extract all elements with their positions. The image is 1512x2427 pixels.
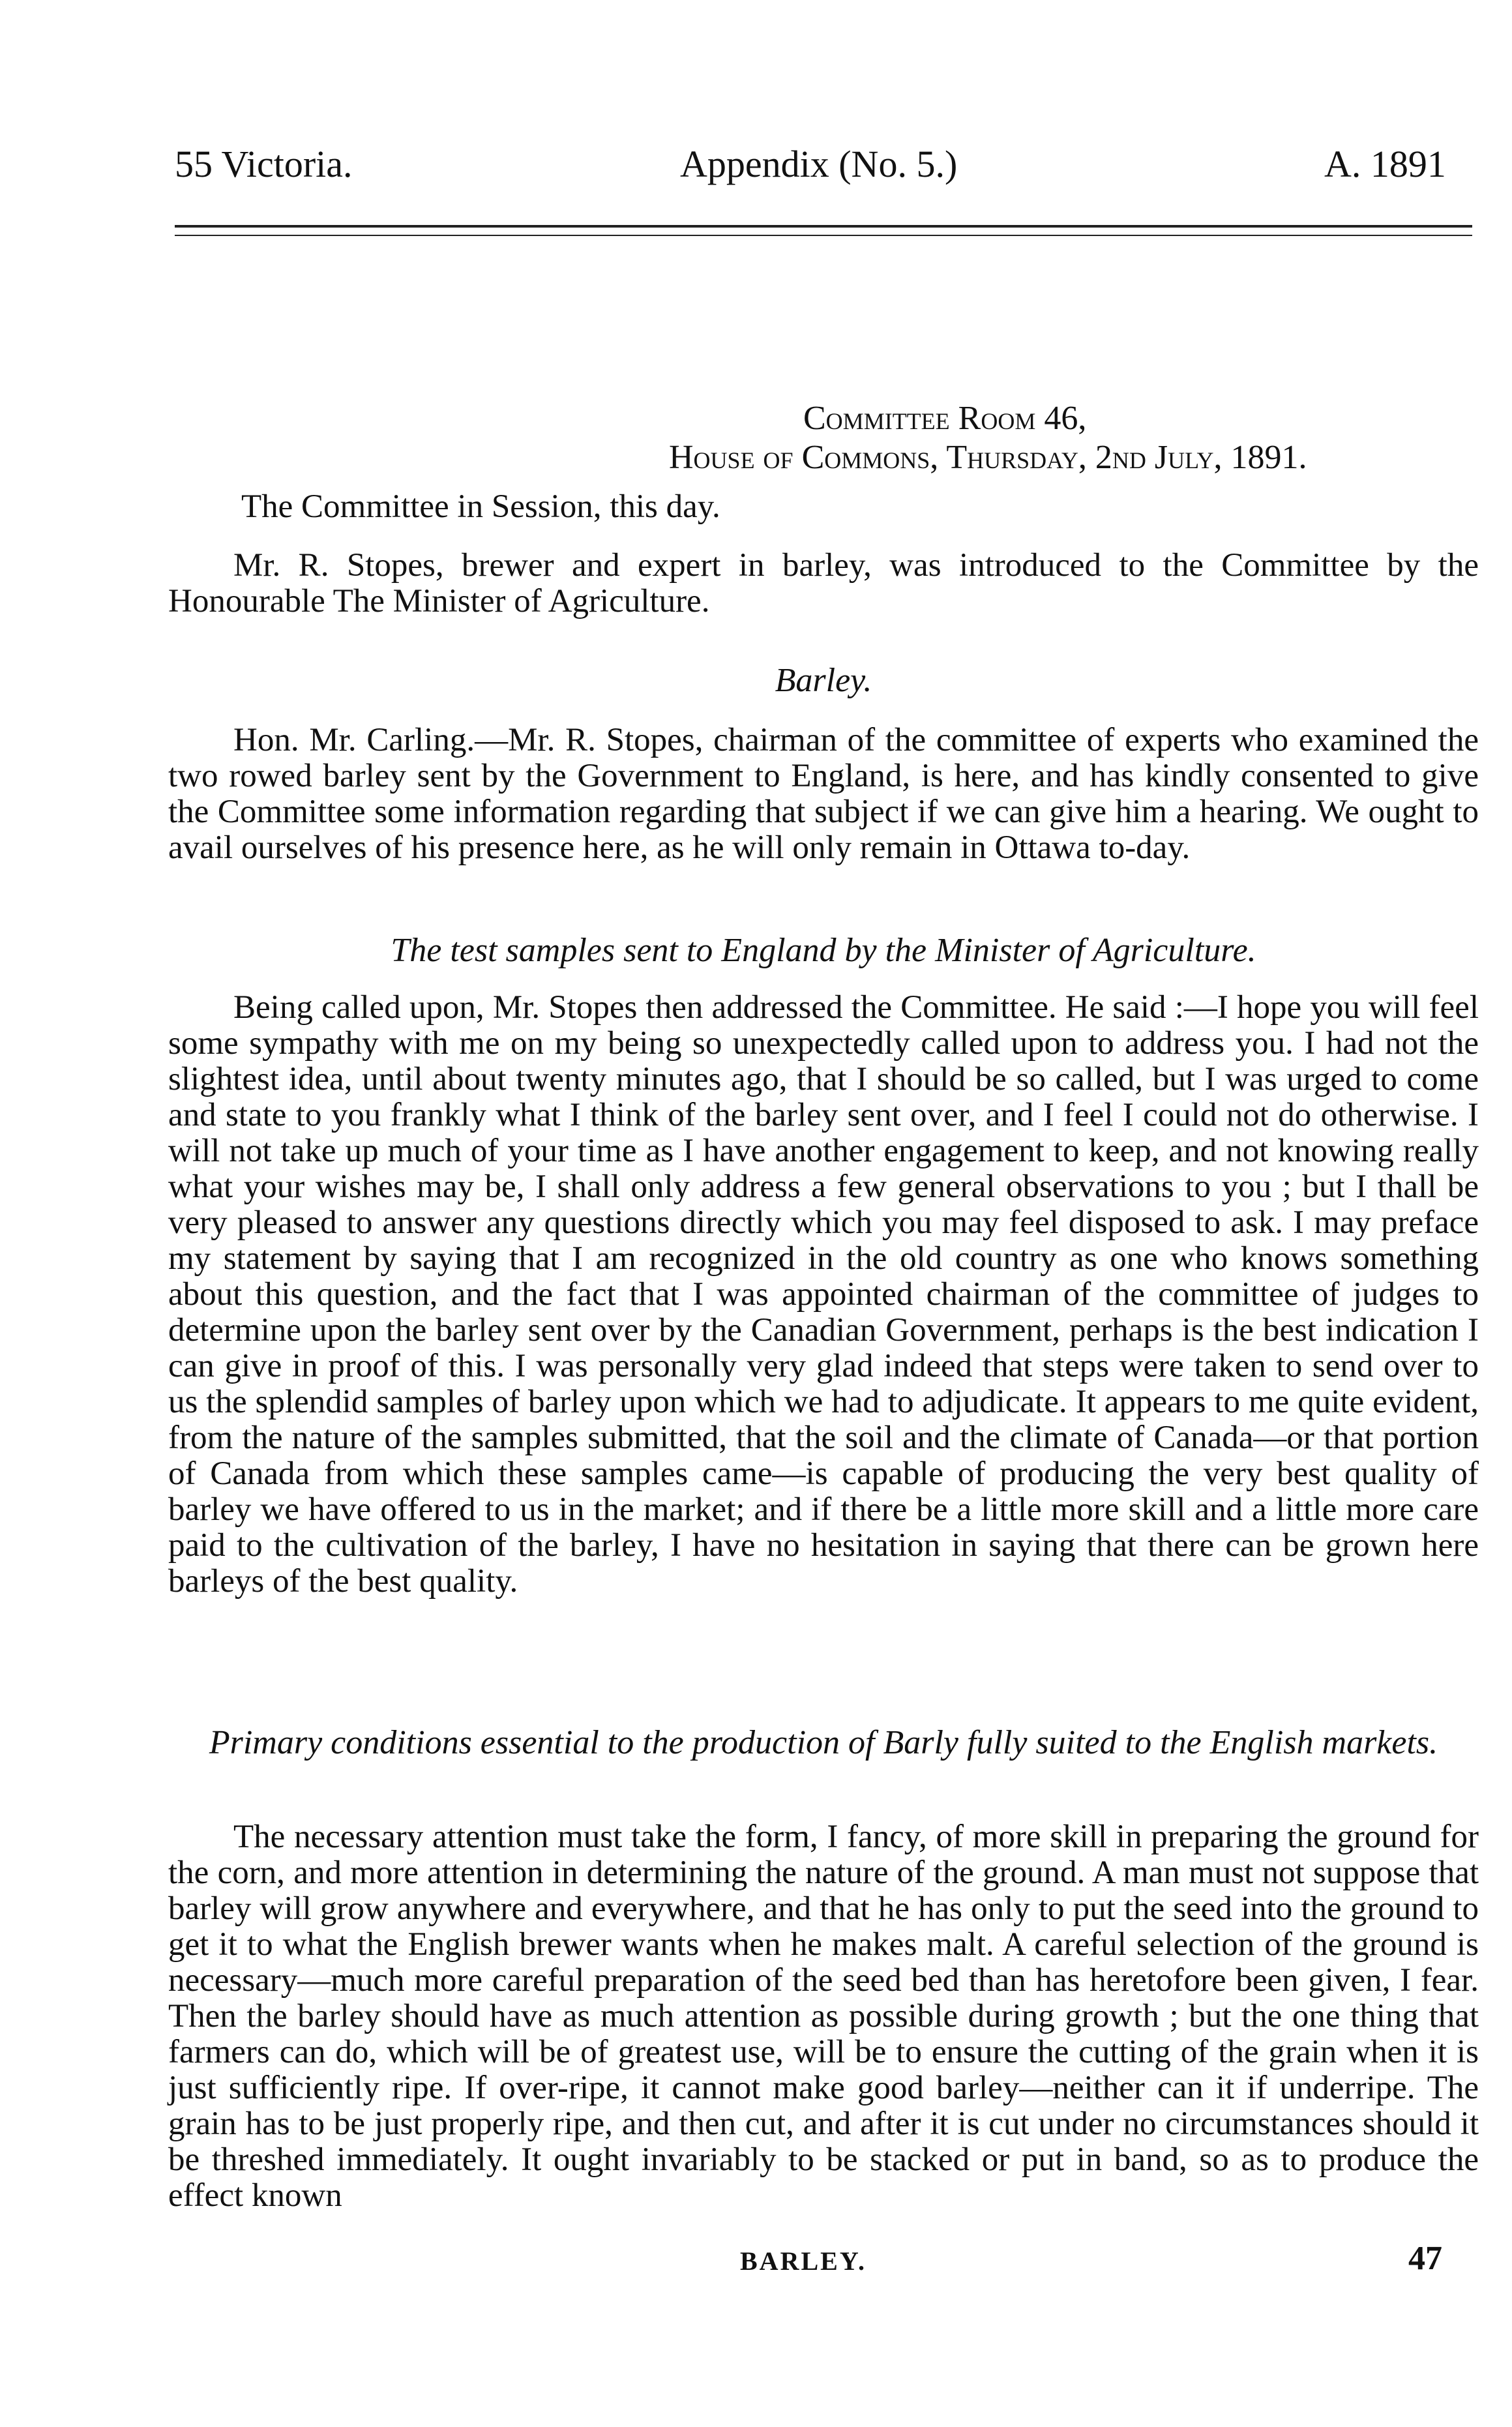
carling-paragraph [168,722,1479,866]
section-heading-primary-conditions: Primary conditions essential to the production of Barly fully suited to the English markets. [209,1724,1438,1761]
header-session: 55 Victoria. [175,143,353,185]
session-line: The Committee in Session, this day. [241,488,720,525]
section-heading-barley: Barley. [775,662,872,699]
header-rule-thin [175,235,1472,236]
location-room: Committee Room 46, [803,400,1087,437]
stopes-text: Being called upon, Mr. Stopes then addressed the Committee. He said :—I hope you will feel some sympathy with me on my being so unexpectedly called upon to address you. I had not the slightest idea, until about twenty minutes ago, that I should be so called, but I was urged to come and state to you frankly what I think of the barley sent over, and I feel I could not do otherwise. I will not take up much of your time as I have another engagement to keep, and not knowing really what your wishes may be, I shall only address a few general observations to you ; but I thall be very pleased to answer any questions directly which you may feel disposed to ask. I may preface my statement by saying that I am recognized in the old country as one who knows something about this question, and the fact that I was appointed chairman of the committee of judges to determine upon the barley sent over by the Canadian Government, perhaps is the best indication I can give in proof of this. I was personally very glad indeed that steps were taken to send over to us the splendid samples of barley upon which we had to adjudicate. It appears to me quite evident, from the nature of the samples submitted, that the soil and the climate of Canada—or that portion of Canada from which these samples came—is capable of producing the very best quality of barley we have offered to us in the market; and if there be a little more skill and a little more care paid to the cultivation of the barley, I have no hesitation in saying that there can be grown here barleys of the best quality. [168,989,1479,1600]
header-rule [175,225,1472,228]
necessary-paragraph [168,1819,1479,2214]
header-year: A. 1891 [1324,143,1446,185]
footer-signature: BARLEY. [740,2246,867,2276]
intro-text: Mr. R. Stopes, brewer and expert in barley, was introduced to the Committee by the Honourable The Minister of Agriculture. [168,547,1479,619]
section-heading-test-samples: The test samples sent to England by the Minister of Agriculture. [391,932,1256,969]
necessary-text: The necessary attention must take the form, I fancy, of more skill in preparing the ground for the corn, and more attention in determining the nature of the ground. A man must not suppose that barley will grow anywhere and everywhere, and that he has only to put the seed into the ground to get it to what the English brewer wants when he makes malt. A careful selection of the ground is necessary—much more careful preparation of the seed bed than has heretofore been given, I fear. Then the barley should have as much attention as possible during growth ; but the one thing that farmers can do, which will be of greatest use, will be to ensure the cutting of the grain when it is just sufficiently ripe. If over-ripe, it cannot make good barley—neither can it if underripe. The grain has to be just properly ripe, and then cut, and after it is cut under no circumstances should it be threshed immediately. It ought invariably to be stacked or put in band, so as to produce the effect known [168,1819,1479,2214]
stopes-paragraph [168,990,1479,1600]
carling-text: Hon. Mr. Carling.—Mr. R. Stopes, chairman of the committee of experts who examined the two rowed barley sent by the Government to England, is here, and has kindly consented to give the Committee some information regarding that subject if we can give him a hearing. We ought to avail ourselves of his presence here, as he will only remain in Ottawa to-day. [168,722,1479,866]
intro-paragraph [168,548,1479,619]
page-number: 47 [1408,2240,1442,2277]
location-date: House of Commons, Thursday, 2nd July, 1891. [669,439,1307,476]
header-appendix: Appendix (No. 5.) [680,143,958,185]
